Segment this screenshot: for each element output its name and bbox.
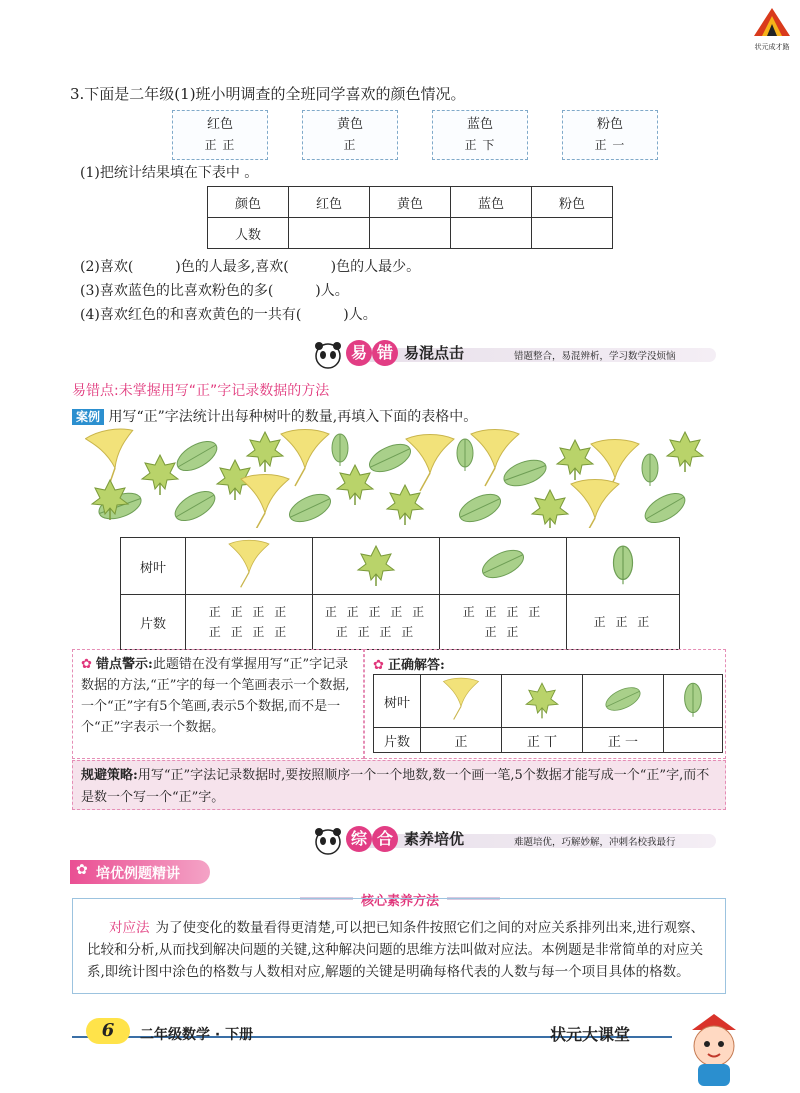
tally-line: 正 正 正 正 — [462, 605, 544, 619]
tally-color: 粉色 — [596, 117, 623, 132]
maple-leaf-icon — [557, 440, 593, 480]
tally-cell — [186, 595, 313, 650]
maple-leaf-icon — [337, 465, 373, 505]
question-3-sub3: (3)喜欢蓝色的比喜欢粉色的多( )人。 — [80, 283, 349, 299]
banner-slogan: 错题整合，易混辨析，学习数学没烦恼 — [514, 351, 676, 362]
tally-cell — [567, 595, 680, 650]
ginkgo-leaf-icon — [219, 539, 279, 589]
maple-leaf-icon — [517, 677, 567, 721]
tally-line: 正 正 正 — [593, 615, 653, 629]
small-leaf-icon — [603, 539, 643, 589]
tally-color: 黄色 — [336, 117, 363, 132]
table-cell — [664, 675, 723, 728]
tally-box-pink — [562, 110, 658, 160]
tally-box-blue — [432, 110, 528, 160]
warning-panel — [72, 649, 364, 759]
bug-icon: ✿ — [81, 657, 92, 672]
mountain-logo-icon — [752, 6, 792, 38]
method-keyword: 对应法 — [109, 920, 150, 936]
answer-table — [373, 674, 723, 753]
table-cell: 红色 — [289, 187, 370, 218]
section-label — [70, 860, 210, 884]
tally-color: 红色 — [206, 117, 233, 132]
ginkgo-leaf-icon — [241, 475, 289, 529]
maple-leaf-icon — [247, 432, 283, 472]
answer-cell-pink[interactable] — [532, 218, 613, 249]
badge-cuo: 错 — [372, 340, 398, 366]
banner-title: 素养培优 — [404, 830, 465, 848]
answer-value — [664, 728, 723, 753]
table-row — [208, 187, 613, 218]
color-stat-table — [207, 186, 613, 249]
tally-cell — [440, 595, 567, 650]
panda-icon — [312, 338, 344, 370]
leaf-count-table — [120, 537, 680, 650]
table-cell — [421, 675, 502, 728]
leaves-illustration — [85, 428, 715, 528]
footer-book: 二年级数学 · 下册 — [140, 1027, 254, 1043]
corner-logo — [752, 6, 792, 51]
table-cell: 颜色 — [208, 187, 289, 218]
maple-leaf-icon — [142, 455, 178, 495]
warning-title: 错点警示: — [96, 657, 153, 672]
oval-leaf-icon — [172, 435, 221, 476]
strategy-panel — [72, 760, 726, 810]
table-cell: 片数 — [374, 728, 421, 753]
ginkgo-leaf-icon — [406, 435, 454, 492]
small-leaf-icon — [457, 439, 473, 471]
answer-title: 正确解答: — [388, 658, 445, 673]
tally-marks: 正 一 — [594, 138, 626, 152]
table-row — [121, 595, 680, 650]
tally-cell — [313, 595, 440, 650]
answer-value: 正 — [421, 728, 502, 753]
table-row — [208, 218, 613, 249]
question-3-sub1: (1)把统计结果填在下表中 。 — [80, 165, 259, 181]
question-3-title: 3.下面是二年级(1)班小明调查的全班同学喜欢的颜色情况。 — [70, 85, 466, 103]
page-number: 6 — [86, 1018, 130, 1044]
table-cell: 片数 — [121, 595, 186, 650]
table-cell — [567, 538, 680, 595]
tally-color: 蓝色 — [466, 117, 493, 132]
strategy-text: 用写“正”字法记录数据时,要按照顺序一个一个地数,数一个画一笔,5个数据才能写成一个“正”字,而不是数一个写一个“正”字。 — [81, 768, 710, 805]
mascot-icon — [678, 1010, 750, 1088]
tally-line: 正 正 正 正 正 — [324, 605, 428, 619]
ginkgo-leaf-icon — [436, 677, 486, 721]
bug-icon: ✿ — [373, 658, 384, 673]
oval-leaf-icon — [285, 489, 334, 528]
maple-leaf-icon — [346, 539, 406, 589]
banner-slogan: 难题培优，巧解妙解，冲刺名校我最行 — [514, 837, 676, 848]
table-cell: 人数 — [208, 218, 289, 249]
tally-box-yellow — [302, 110, 398, 160]
table-cell: 树叶 — [374, 675, 421, 728]
small-leaf-icon — [676, 677, 710, 721]
badge-yi: 易 — [346, 340, 372, 366]
answer-panel — [364, 649, 726, 759]
tally-box-red — [172, 110, 268, 160]
tally-line: 正 正 正 正 — [208, 625, 290, 639]
banner-mistakes — [312, 336, 716, 372]
oval-leaf-icon — [365, 439, 414, 478]
ginkgo-leaf-icon — [281, 430, 329, 487]
oval-leaf-icon — [455, 489, 504, 528]
table-row — [374, 728, 723, 753]
ginkgo-leaf-icon — [85, 428, 142, 490]
oval-leaf-icon — [501, 455, 550, 491]
oval-leaf-icon — [640, 487, 689, 528]
table-cell — [583, 675, 664, 728]
table-cell — [313, 538, 440, 595]
answer-cell-blue[interactable] — [451, 218, 532, 249]
ginkgo-leaf-icon — [571, 480, 619, 529]
oval-leaf-icon — [598, 677, 648, 721]
method-header-text: 核心素养方法 — [353, 894, 447, 909]
maple-leaf-icon — [532, 490, 568, 528]
answer-title-row — [373, 654, 445, 673]
answer-value: 正 一 — [583, 728, 664, 753]
method-text: 为了使变化的数量看得更清楚,可以把已知条件按照它们之间的对应关系排列出来,进行观察、比较和分析,从而找到解决问题的关键,这种解决问题的思维方法叫做对应法。本例题是非常简单的对应关系,即统计图中涂色的格数与人数相对应,解题的关键是明确每格代表的人数与每一个项目具体的格数。 — [87, 920, 705, 980]
mistake-point-heading: 易错点:未掌握用写“正”字记录数据的方法 — [72, 383, 330, 399]
table-cell: 黄色 — [370, 187, 451, 218]
maple-leaf-icon — [387, 485, 423, 525]
section-label-text: 培优例题精讲 — [96, 866, 180, 882]
corner-logo-text: 状元成才路 — [754, 43, 790, 51]
case-line — [72, 406, 477, 426]
tally-marks: 正 正 — [204, 138, 236, 152]
tally-line: 正 正 正 正 — [208, 605, 290, 619]
maple-leaf-icon — [667, 432, 703, 472]
tally-marks: 正 — [343, 138, 357, 152]
tally-marks: 正 下 — [464, 138, 496, 152]
warning-text: 此题错在没有掌握用写“正”字记录数据的方法,“正”字的每一个笔画表示一个数据,一个“正”字有5个笔画,表示5个数据,而不是一个“正”字表示一个数据。 — [81, 657, 350, 735]
footer-brand: 状元大课堂 — [550, 1025, 631, 1044]
table-row — [374, 675, 723, 728]
oval-leaf-icon — [473, 539, 533, 589]
case-tag: 案例 — [72, 409, 104, 425]
table-row — [121, 538, 680, 595]
table-cell: 粉色 — [532, 187, 613, 218]
table-cell — [440, 538, 567, 595]
case-text: 用写“正”字法统计出每种树叶的数量,再填入下面的表格中。 — [108, 409, 478, 425]
badge-he: 合 — [372, 826, 398, 852]
banner-title: 易混点击 — [404, 344, 465, 362]
small-leaf-icon — [332, 434, 348, 466]
method-box — [72, 898, 726, 994]
strategy-title: 规避策略: — [81, 768, 138, 783]
table-cell — [186, 538, 313, 595]
answer-cell-yellow[interactable] — [370, 218, 451, 249]
oval-leaf-icon — [170, 485, 219, 526]
banner-comprehensive — [312, 822, 716, 858]
question-3-sub4: (4)喜欢红色的和喜欢黄色的一共有( )人。 — [80, 307, 377, 323]
tally-line: 正 正 — [484, 625, 522, 639]
answer-value: 正 丅 — [502, 728, 583, 753]
badge-zong: 综 — [346, 826, 372, 852]
question-3-sub2: (2)喜欢( )色的人最多,喜欢( )色的人最少。 — [80, 259, 421, 275]
small-leaf-icon — [642, 454, 658, 486]
table-cell — [502, 675, 583, 728]
table-cell: 树叶 — [121, 538, 186, 595]
table-cell: 蓝色 — [451, 187, 532, 218]
panda-icon — [312, 824, 344, 856]
tally-line: 正 正 正 正 — [335, 625, 417, 639]
answer-cell-red[interactable] — [289, 218, 370, 249]
paw-icon: ✿ — [76, 862, 88, 878]
